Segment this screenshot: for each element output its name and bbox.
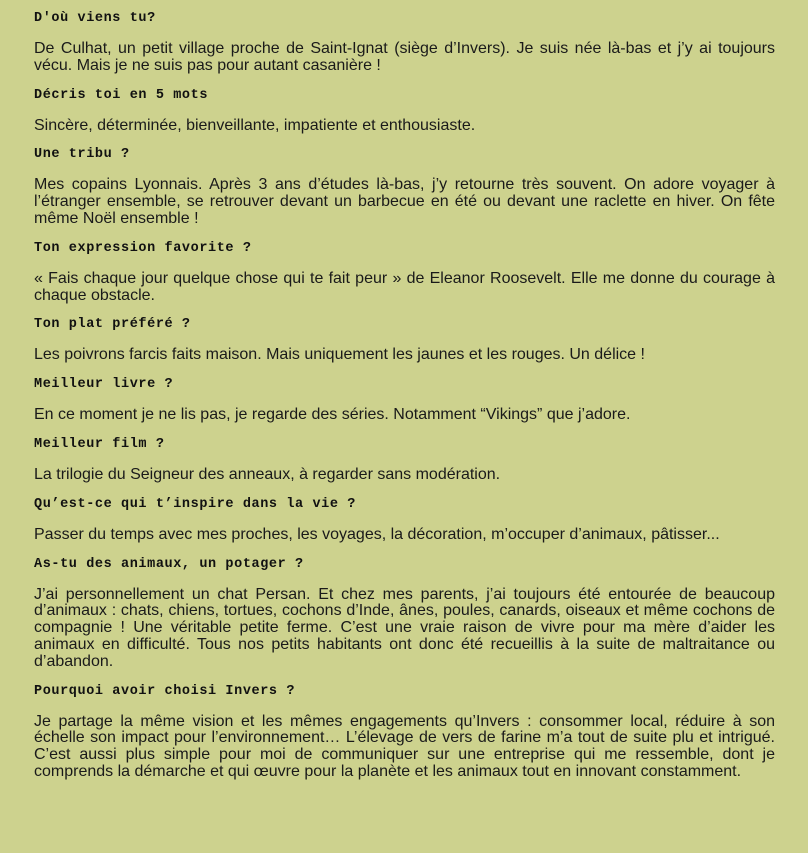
qa-block-best-film [34, 437, 775, 484]
question-heading: Décris toi en 5 mots [34, 87, 209, 103]
question-heading: Une tribu ? [34, 147, 130, 163]
qa-block-animals [34, 557, 775, 671]
question-heading: Meilleur livre ? [34, 377, 174, 393]
qa-block-favorite-dish [34, 317, 775, 364]
question-heading: Ton expression favorite ? [34, 240, 252, 256]
answer-text: « Fais chaque jour quelque chose qui te fait peur » de Eleanor Roosevelt. Elle me donne du courage à chaque obstacle. [34, 269, 775, 304]
answer-text: Passer du temps avec mes proches, les voyages, la décoration, m’occuper d’animaux, pâtisser... [34, 525, 720, 543]
qa-block-expression [34, 241, 775, 305]
answer-text: J’ai personnellement un chat Persan. Et chez mes parents, j’ai toujours été entourée de beaucoup d’animaux : chats, chiens, tortues, cochons d’Inde, ânes, poules, canards, oiseaux et même cochons de compagnie ! Une véritable petite ferme. C’est une vraie raison de vivre pour ma mère d’aider les animaux en difficulté. Tous nos petits habitants ont donc été recueillis à la suite de maltraitance ou d’abandon. [34, 585, 775, 670]
question-heading: Pourquoi avoir choisi Invers ? [34, 683, 296, 699]
answer-text: Mes copains Lyonnais. Après 3 ans d’études là-bas, j’y retourne très souvent. On adore voyager à l’étranger ensemble, se retrouver devant un barbecue en été ou devant une raclette en hiver. On fête même Noël ensemble ! [34, 176, 775, 227]
qa-block-tribe [34, 147, 775, 227]
qa-block-best-book [34, 377, 775, 424]
qa-block-why-invers [34, 684, 775, 781]
answer-text: Je partage la même vision et les mêmes engagements qu’Invers : consommer local, réduire à son échelle son impact pour l’environnement… L’élevage de vers de farine m’a tout de suite plu et intrigué. C’est aussi plus simple pour moi de communiquer sur une entreprise qui me ressemble, dont je comprends la démarche et qui œuvre pour la planète et les animaux tout en innovant constamment. [34, 712, 775, 780]
question-heading: Qu’est-ce qui t’inspire dans la vie ? [34, 496, 356, 512]
answer-text: La trilogie du Seigneur des anneaux, à regarder sans modération. [34, 465, 501, 483]
qa-block-origin [34, 11, 775, 75]
answer-text: Les poivrons farcis faits maison. Mais uniquement les jaunes et les rouges. Un délice ! [34, 346, 645, 364]
answer-text: De Culhat, un petit village proche de Saint-Ignat (siège d’Invers). Je suis née là-bas et j’y ai toujours vécu. Mais je ne suis pas pour autant casanière ! [34, 40, 775, 74]
answer-text: En ce moment je ne lis pas, je regarde des séries. Notamment “Vikings” que j’adore. [34, 406, 631, 424]
qa-block-inspiration [34, 497, 775, 544]
question-heading: Meilleur film ? [34, 436, 165, 452]
question-heading: Ton plat préféré ? [34, 317, 191, 333]
question-heading: D'où viens tu? [34, 11, 156, 26]
question-heading: As-tu des animaux, un potager ? [34, 556, 304, 572]
answer-text: Sincère, déterminée, bienveillante, impatiente et enthousiaste. [34, 116, 476, 134]
qa-block-five-words [34, 88, 775, 135]
